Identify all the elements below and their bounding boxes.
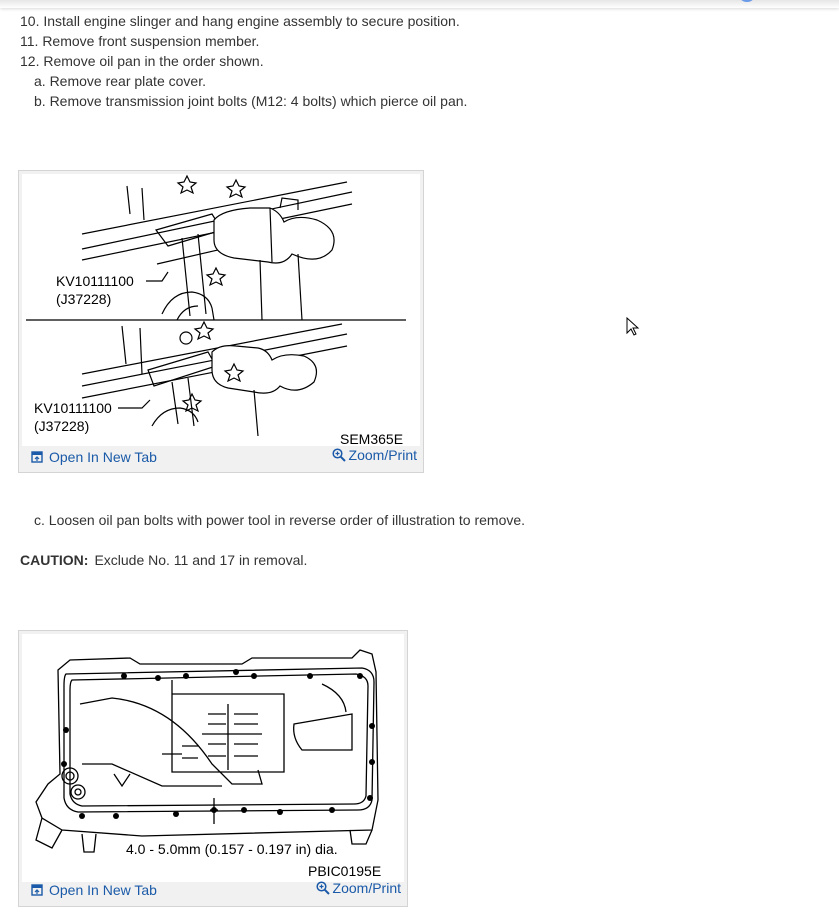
zoom-print-link[interactable] [332, 447, 417, 463]
open-in-new-tab-label: Open In New Tab [49, 882, 157, 898]
figure-image[interactable] [22, 174, 420, 446]
profile-avatar-edge[interactable] [738, 0, 756, 2]
caution-label: CAUTION: [20, 552, 89, 568]
step-11: 11. Remove front suspension member. [20, 33, 260, 49]
tool-bottom-code: KV10111100 [34, 400, 112, 416]
dimension-label: 4.0 - 5.0mm (0.157 - 0.197 in) dia. [126, 841, 338, 857]
open-tab-icon [31, 451, 43, 463]
zoom-print-label: Zoom/Print [332, 880, 401, 896]
tool-bottom-alt: (J37228) [34, 418, 90, 434]
open-tab-icon [31, 884, 43, 896]
tool-top-code: KV10111100 [56, 273, 134, 289]
caution-text: Exclude No. 11 and 17 in removal. [94, 552, 308, 568]
zoom-print-link[interactable] [316, 880, 401, 896]
browser-top-bar [0, 0, 839, 8]
open-in-new-tab-label: Open In New Tab [49, 449, 157, 465]
step-10: 10. Install engine slinger and hang engine assembly to secure position. [20, 13, 460, 29]
zoom-icon [316, 881, 330, 895]
step-12b: b. Remove transmission joint bolts (M12: 4 bolts) which pierce oil pan. [34, 93, 468, 109]
tool-top-alt: (J37228) [56, 291, 112, 307]
mouse-cursor-icon [626, 317, 640, 337]
figure-id: PBIC0195E [308, 863, 382, 879]
oil-pan-bolt-order-illustration [22, 634, 404, 882]
open-in-new-tab-link[interactable] [31, 449, 157, 465]
figure-pbic0195e [18, 630, 408, 907]
step-12c: c. Loosen oil pan bolts with power tool in reverse order of illustration to remove. [34, 512, 526, 528]
figure-sem365e [18, 170, 424, 473]
step-12a: a. Remove rear plate cover. [34, 73, 206, 89]
zoom-print-label: Zoom/Print [348, 447, 417, 463]
figure-image[interactable] [22, 634, 404, 882]
open-in-new-tab-link[interactable] [31, 882, 157, 898]
figure-id: SEM365E [340, 431, 404, 446]
step-12: 12. Remove oil pan in the order shown. [20, 53, 264, 69]
oil-pan-separator-illustration [22, 174, 420, 446]
zoom-icon [332, 448, 346, 462]
caution-note [20, 551, 307, 569]
